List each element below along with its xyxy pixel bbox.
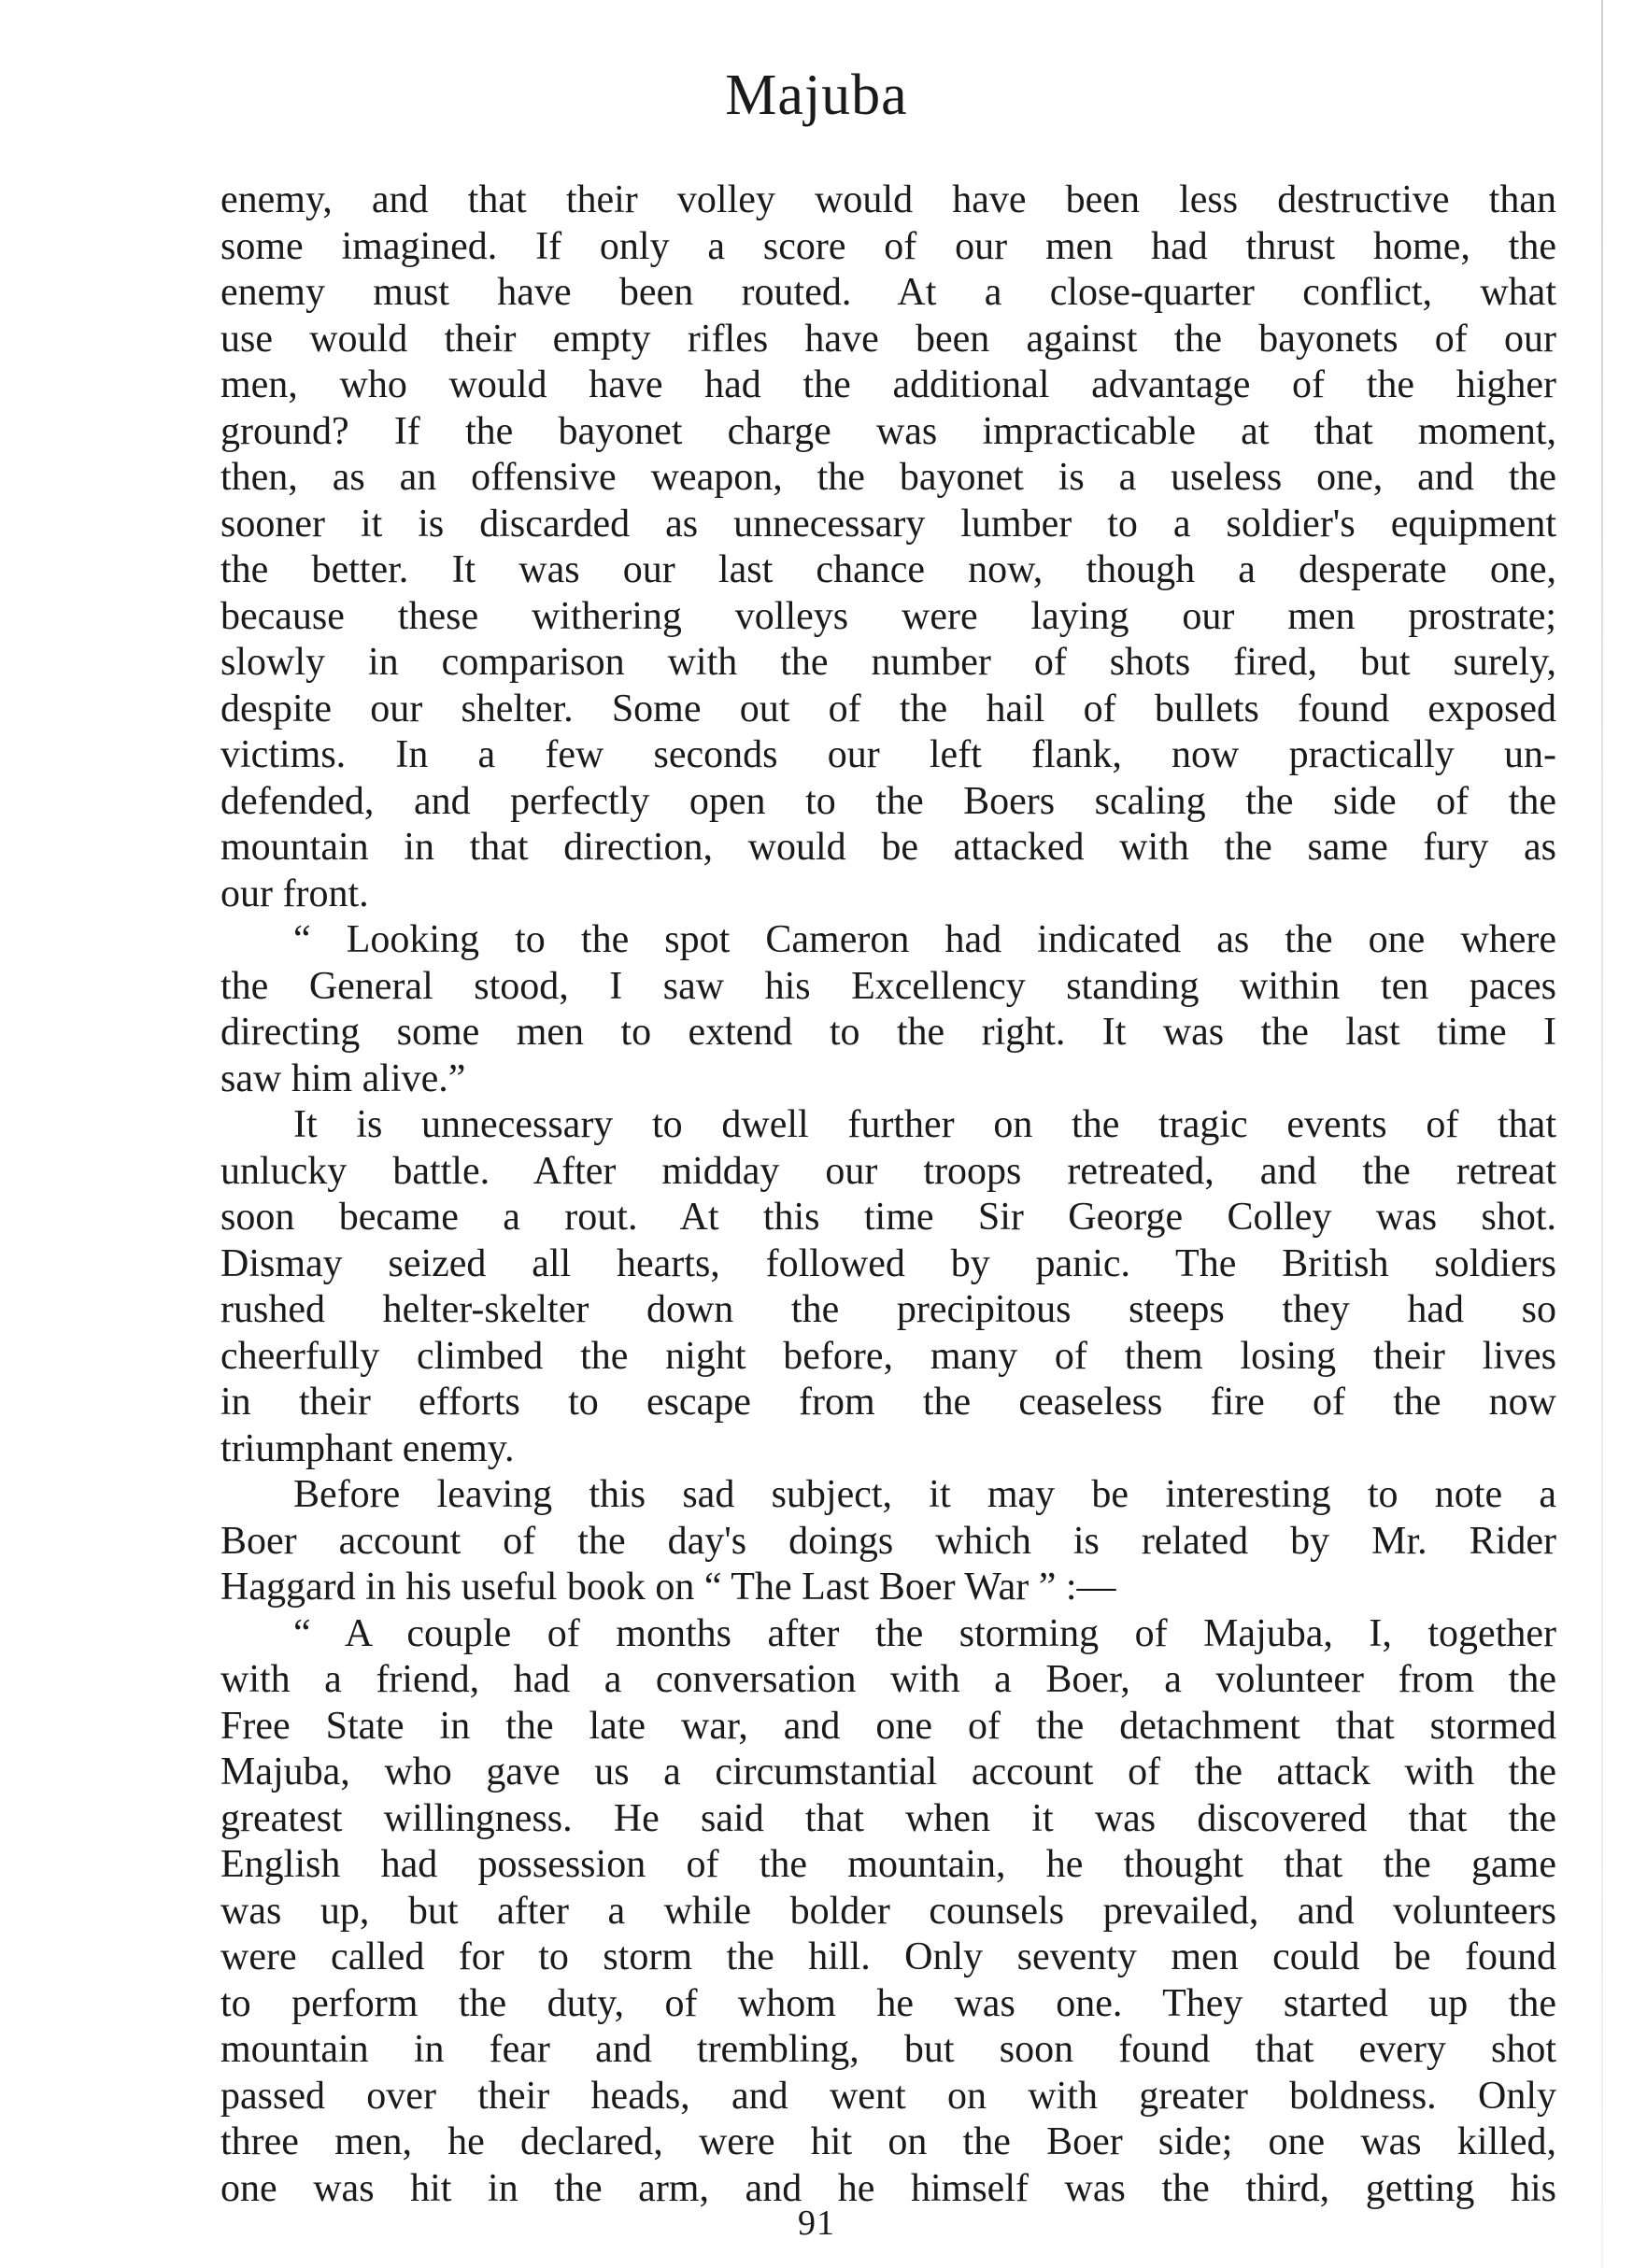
text-line: Dismay seized all hearts, followed by panic. The British soldiers — [220, 1241, 1556, 1285]
text-line: the better. It was our last chance now, though a desperate one, — [220, 548, 1556, 591]
text-line: with a friend, had a conversation with a Boer, a volunteer from the — [220, 1658, 1556, 1701]
text-line: to perform the duty, of whom he was one. They started up the — [220, 1981, 1556, 2025]
text-line: It is unnecessary to dwell further on the tragic events of that — [293, 1103, 1556, 1146]
text-line: victims. In a few seconds our left flank, now practically un- — [220, 733, 1556, 776]
text-line: defended, and perfectly open to the Boers scaling the side of the — [220, 779, 1556, 823]
text-line: were called for to storm the hill. Only seventy men could be found — [220, 1935, 1556, 1978]
text-line: unlucky battle. After midday our troops retreated, and the retreat — [220, 1149, 1556, 1193]
running-head: Majuba — [725, 64, 908, 127]
text-line: English had possession of the mountain, he thought that the game — [220, 1843, 1556, 1886]
text-line: in their efforts to escape from the ceaseless fire of the now — [220, 1381, 1556, 1424]
text-line: mountain in fear and trembling, but soon found that every shot — [220, 2028, 1556, 2071]
text-line: triumphant enemy. — [220, 1426, 515, 1470]
text-line: cheerfully climbed the night before, many of them losing their lives — [220, 1334, 1556, 1378]
text-line: was up, but after a while bolder counsels prevailed, and volunteers — [220, 1889, 1556, 1933]
text-line: use would their empty rifles have been against the bayonets of our — [220, 317, 1556, 361]
text-line: men, who would have had the additional advantage of the higher — [220, 363, 1556, 406]
text-line: “ Looking to the spot Cameron had indicated as the one where — [293, 918, 1556, 961]
text-line: because these withering volleys were laying our men prostrate; — [220, 594, 1556, 638]
text-line: greatest willingness. He said that when it was discovered that the — [220, 1796, 1556, 1840]
text-line: rushed helter-skelter down the precipitous steeps they had so — [220, 1288, 1556, 1331]
text-line: Free State in the late war, and one of the detachment that stormed — [220, 1704, 1556, 1748]
text-line: sooner it is discarded as unnecessary lumber to a soldier's equipment — [220, 502, 1556, 546]
text-line: one was hit in the arm, and he himself was the third, getting his — [220, 2166, 1556, 2210]
page-number: 91 — [798, 2204, 835, 2243]
body-text — [220, 177, 1556, 2212]
text-line: Haggard in his useful book on “ The Last Boer War ” :— — [220, 1566, 1116, 1609]
text-line: saw him alive.” — [220, 1056, 466, 1100]
text-line: some imagined. If only a score of our men had thrust home, the — [220, 224, 1556, 268]
text-line: three men, he declared, were hit on the Boer side; one was killed, — [220, 2120, 1556, 2163]
text-line: “ A couple of months after the storming of Majuba, I, together — [293, 1611, 1556, 1655]
text-line: despite our shelter. Some out of the hail of bullets found exposed — [220, 687, 1556, 730]
text-line: our front. — [220, 872, 369, 915]
text-line: mountain in that direction, would be attacked with the same fury as — [220, 826, 1556, 869]
text-line: passed over their heads, and went on with greater boldness. Only — [220, 2074, 1556, 2118]
text-line: Before leaving this sad subject, it may be interesting to note a — [293, 1473, 1556, 1516]
text-line: enemy, and that their volley would have been less destructive than — [220, 178, 1556, 221]
text-line: directing some men to extend to the right. It was the last time I — [220, 1011, 1556, 1054]
text-line: Boer account of the day's doings which is related by Mr. Rider — [220, 1519, 1556, 1563]
text-line: slowly in comparison with the number of shots fired, but surely, — [220, 641, 1556, 684]
text-line: then, as an offensive weapon, the bayonet is a useless one, and the — [220, 456, 1556, 499]
text-line: Majuba, who gave us a circumstantial account of the attack with the — [220, 1751, 1556, 1793]
text-line: the General stood, I saw his Excellency standing within ten paces — [220, 964, 1556, 1008]
page-edge-shadow — [1601, 0, 1603, 2268]
text-line: ground? If the bayonet charge was impracticable at that moment, — [220, 409, 1556, 453]
text-line: enemy must have been routed. At a close-quarter conflict, what — [220, 271, 1556, 314]
text-line: soon became a rout. At this time Sir George Colley was shot. — [220, 1196, 1556, 1239]
